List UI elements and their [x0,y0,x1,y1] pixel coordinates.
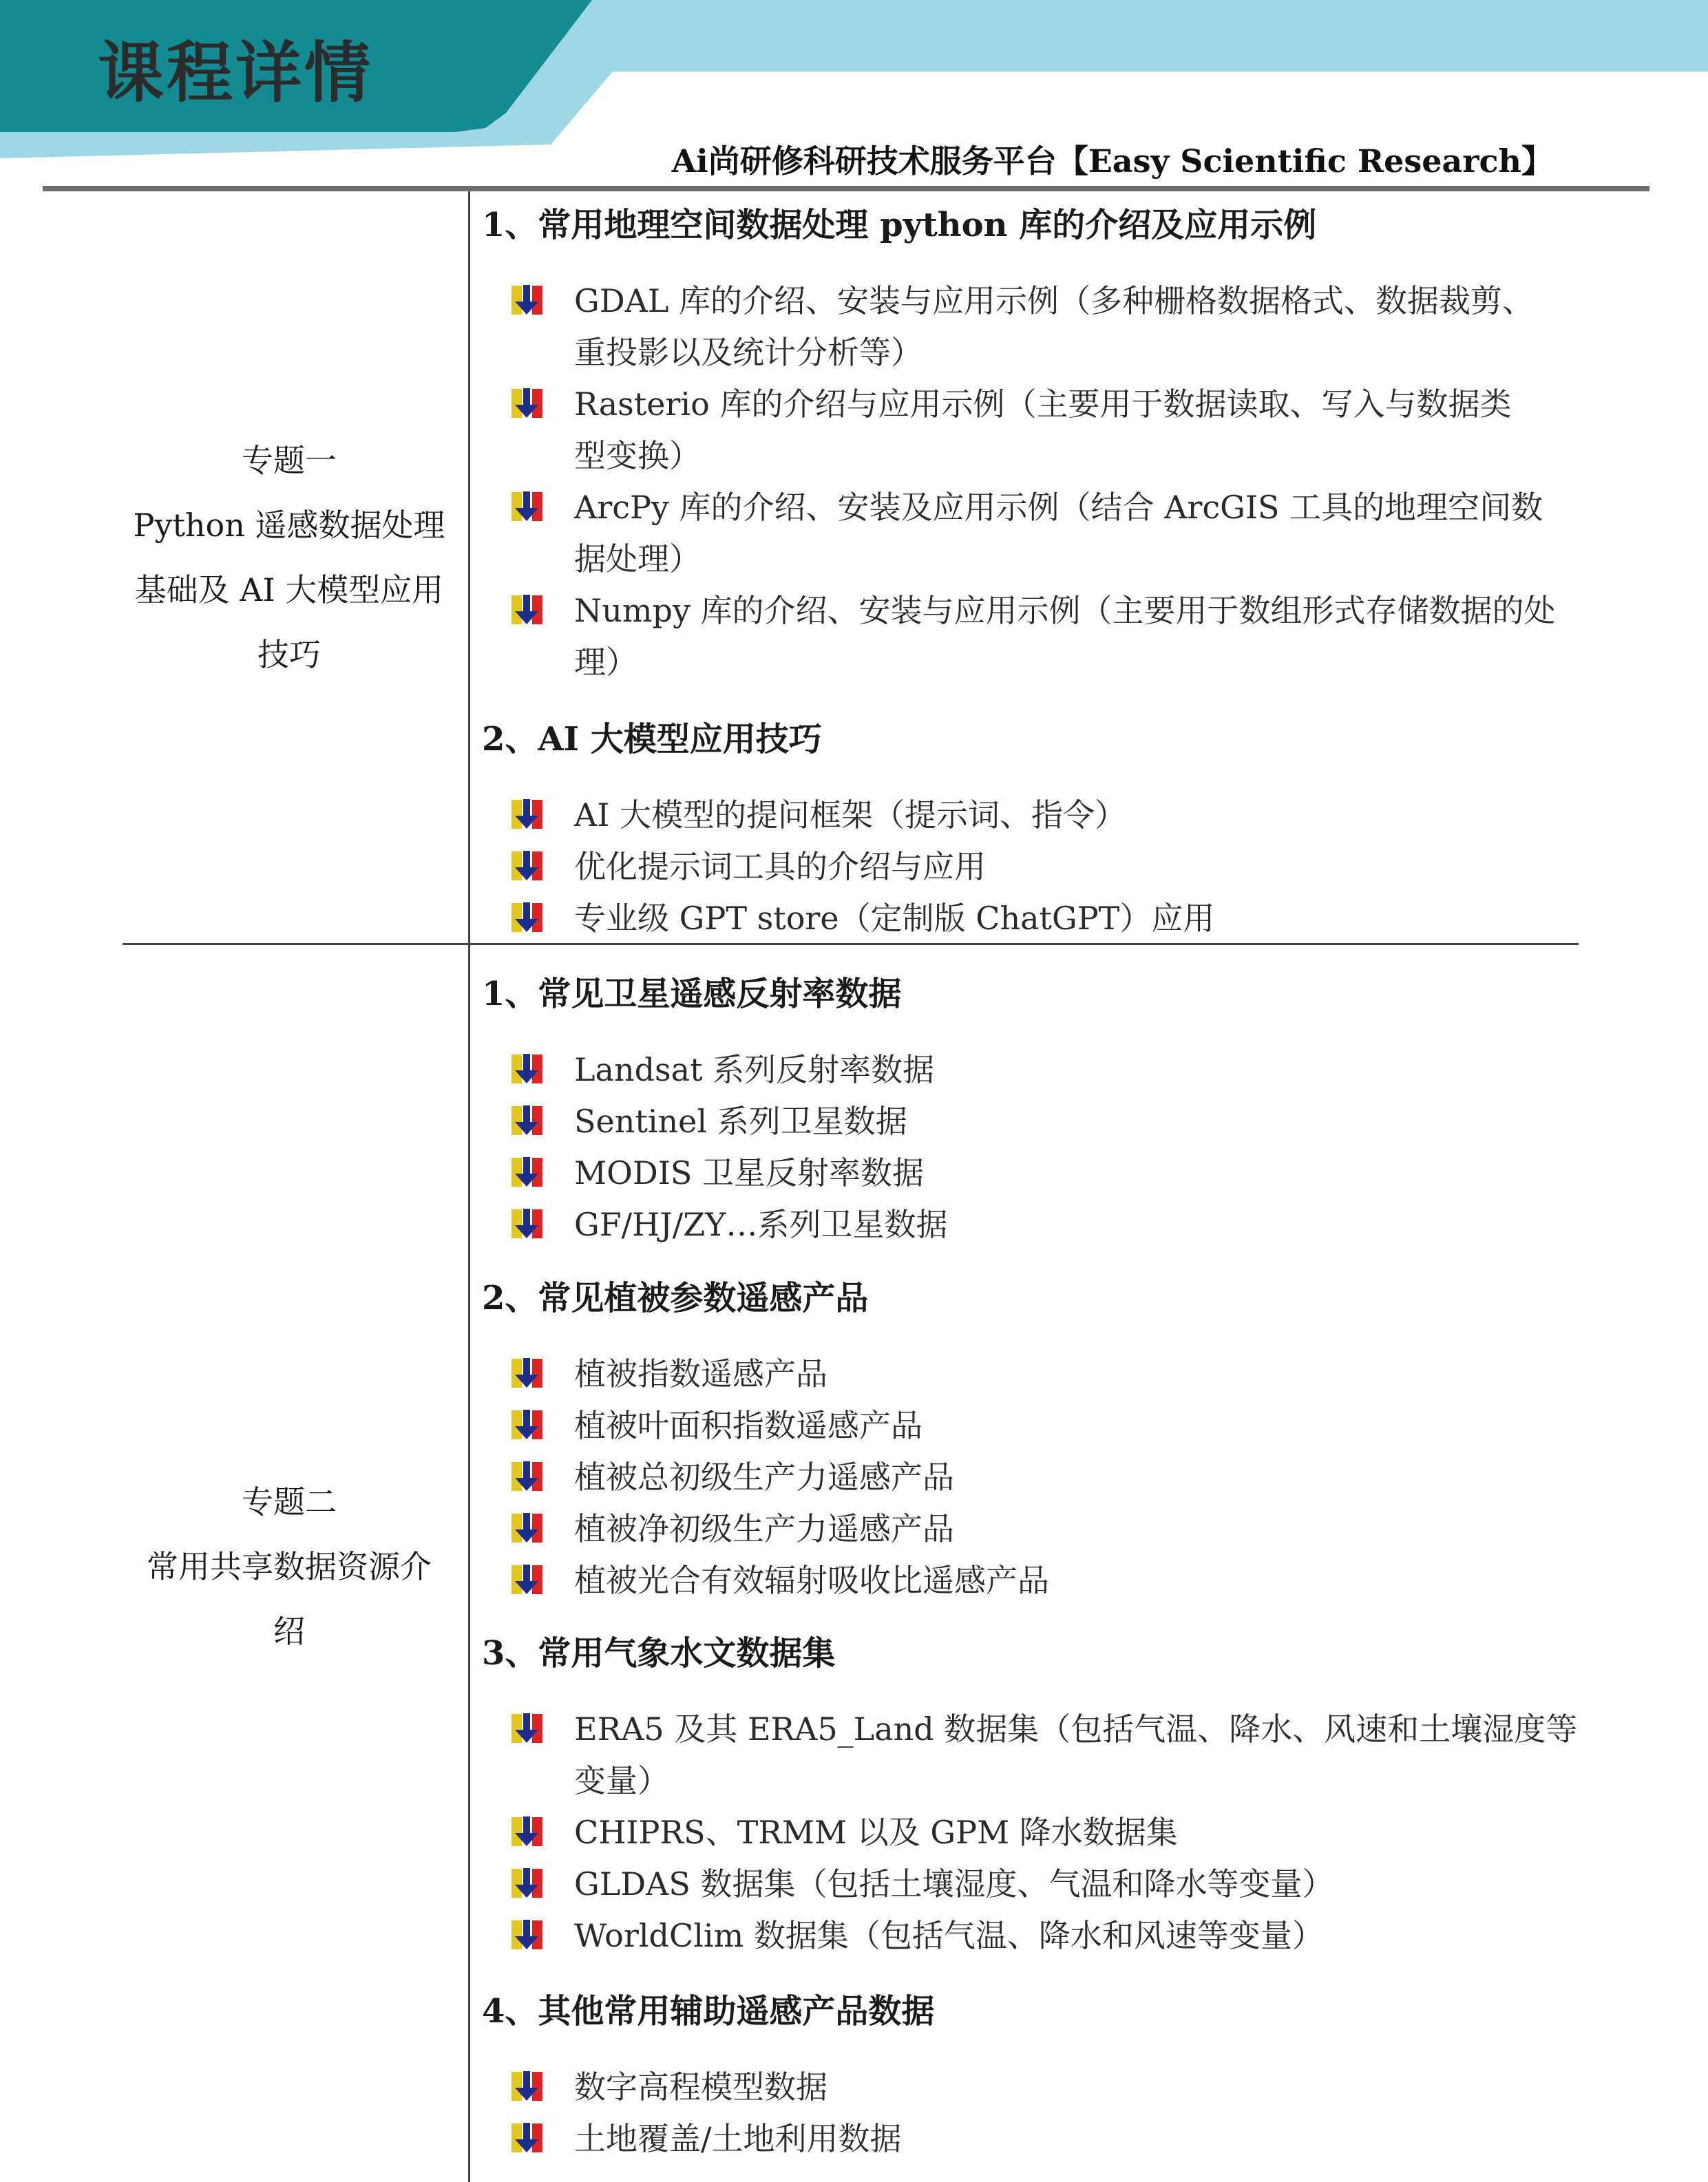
list-item [482,379,1583,482]
section-title: 3、常用气象水文数据集 [482,1634,836,1673]
topic-1-label [117,428,461,687]
topic-2-line: 绍 [273,1613,305,1650]
item-line: WorldClim 数据集（包括气温、降水和风速等变量） [574,1917,1324,1954]
item-line: ArcPy 库的介绍、安装及应用示例（结合 ArcGIS 工具的地理空间数 [574,489,1543,526]
bullet-arrow-icon [511,285,544,315]
bullet-arrow-icon [511,1868,544,1898]
item-line: ERA5 及其 ERA5_Land 数据集（包括气温、降水、风速和土壤湿度等 [574,1710,1578,1748]
bullet-arrow-icon [511,2123,544,2153]
item-line: AI 大模型的提问框架（提示词、指令） [574,796,1127,834]
bullet-arrow-icon [511,1920,544,1950]
section-title: 2、AI 大模型应用技巧 [482,720,822,759]
topic-1-line: Python 遥感数据处理 [133,507,445,544]
bullet-arrow-icon [511,595,544,625]
list-item [482,790,1583,841]
list-item [482,2062,1583,2113]
list-item [482,1910,1583,1962]
topic-2-line: 专题二 [242,1483,337,1521]
list-item [482,1400,1583,1452]
list-item [482,1503,1583,1555]
table-column-divider [468,191,470,2182]
bullet-arrow-icon [511,1461,544,1492]
list-item [482,1147,1583,1199]
list-item [482,1044,1583,1096]
item-line: CHIPRS、TRMM 以及 GPM 降水数据集 [574,1814,1178,1851]
list-item [482,1704,1583,1807]
bullet-arrow-icon [511,1816,544,1847]
bullet-arrow-icon [511,799,544,829]
bullet-arrow-icon [511,1209,544,1239]
item-line: Sentinel 系列卫星数据 [574,1103,907,1140]
content-t1-s1 [482,1278,1583,1607]
topic-2-line: 常用共享数据资源介 [147,1548,432,1585]
section-title: 4、其他常用辅助遥感产品数据 [482,1992,935,2031]
list-item [482,1096,1583,1147]
item-line: 重投影以及统计分析等） [574,334,922,371]
bullet-list [482,2062,1583,2165]
item-line: Numpy 库的介绍、安装与应用示例（主要用于数组形式存储数据的处 [574,592,1556,629]
item-line: Landsat 系列反射率数据 [574,1051,935,1088]
bullet-list [482,1044,1583,1251]
content-t1-s0 [482,974,1583,1251]
item-line: 据处理） [574,540,701,578]
bullet-arrow-icon [511,1358,544,1388]
topic-1-line: 基础及 AI 大模型应用 [134,571,444,608]
bullet-arrow-icon [511,1565,544,1595]
item-line: GF/HJ/ZY…系列卫星数据 [574,1206,948,1243]
list-item [482,893,1583,944]
bullet-arrow-icon [511,902,544,933]
top-rule [43,186,1649,191]
item-line: 植被叶面积指数遥感产品 [574,1407,922,1444]
list-item [482,1348,1583,1400]
bullet-list [482,1348,1583,1607]
item-line: 型变换） [574,437,701,474]
content-t0-s1 [482,719,1583,944]
list-item [482,275,1583,379]
item-line: GLDAS 数据集（包括土壤湿度、气温和降水等变量） [574,1865,1334,1903]
bullet-list [482,275,1583,688]
list-item [482,1452,1583,1503]
item-line: GDAL 库的介绍、安装与应用示例（多种栅格数据格式、数据裁剪、 [574,282,1535,319]
list-item [482,1858,1583,1910]
list-item [482,841,1583,893]
bullet-arrow-icon [511,1054,544,1084]
list-item [482,1199,1583,1251]
bullet-arrow-icon [511,388,544,419]
bullet-arrow-icon [511,2071,544,2101]
list-item [482,585,1583,688]
topic-1-line: 技巧 [257,636,321,673]
section-title: 1、常用地理空间数据处理 python 库的介绍及应用示例 [482,206,1317,244]
bullet-list [482,1704,1583,1962]
list-item [482,1807,1583,1858]
item-line: 植被指数遥感产品 [574,1355,827,1392]
section-title: 1、常见卫星遥感反射率数据 [482,975,902,1013]
bullet-arrow-icon [511,1105,544,1136]
platform-name: Ai尚研修科研技术服务平台【Easy Scientific Research】 [671,142,1553,180]
bullet-arrow-icon [511,1410,544,1440]
item-line: 优化提示词工具的介绍与应用 [574,848,986,885]
item-line: 土地覆盖/土地利用数据 [574,2120,902,2157]
topic-2-label [117,1470,461,1664]
bullet-list [482,790,1583,944]
bullet-arrow-icon [511,1713,544,1744]
page-title: 课程详情 [98,34,373,112]
list-item [482,2113,1583,2165]
list-item [482,1555,1583,1607]
topic-1-line: 专题一 [242,442,337,479]
item-line: Rasterio 库的介绍与应用示例（主要用于数据读取、写入与数据类 [574,385,1512,423]
item-line: 专业级 GPT store（定制版 ChatGPT）应用 [574,900,1215,937]
item-line: 变量） [574,1762,669,1799]
item-line: 植被总初级生产力遥感产品 [574,1459,954,1496]
bullet-arrow-icon [511,491,544,522]
item-line: 植被光合有效辐射吸收比遥感产品 [574,1562,1049,1599]
list-item [482,482,1583,585]
content-t0-s0 [482,205,1583,688]
content-t1-s2 [482,1633,1583,1962]
item-line: MODIS 卫星反射率数据 [574,1154,924,1191]
bullet-arrow-icon [511,1513,544,1543]
bullet-arrow-icon [511,1157,544,1187]
item-line: 数字高程模型数据 [574,2068,827,2106]
section-title: 2、常见植被参数遥感产品 [482,1279,869,1317]
content-t1-s3 [482,1991,1583,2165]
item-line: 理） [574,644,637,681]
bullet-arrow-icon [511,851,544,881]
item-line: 植被净初级生产力遥感产品 [574,1510,954,1547]
